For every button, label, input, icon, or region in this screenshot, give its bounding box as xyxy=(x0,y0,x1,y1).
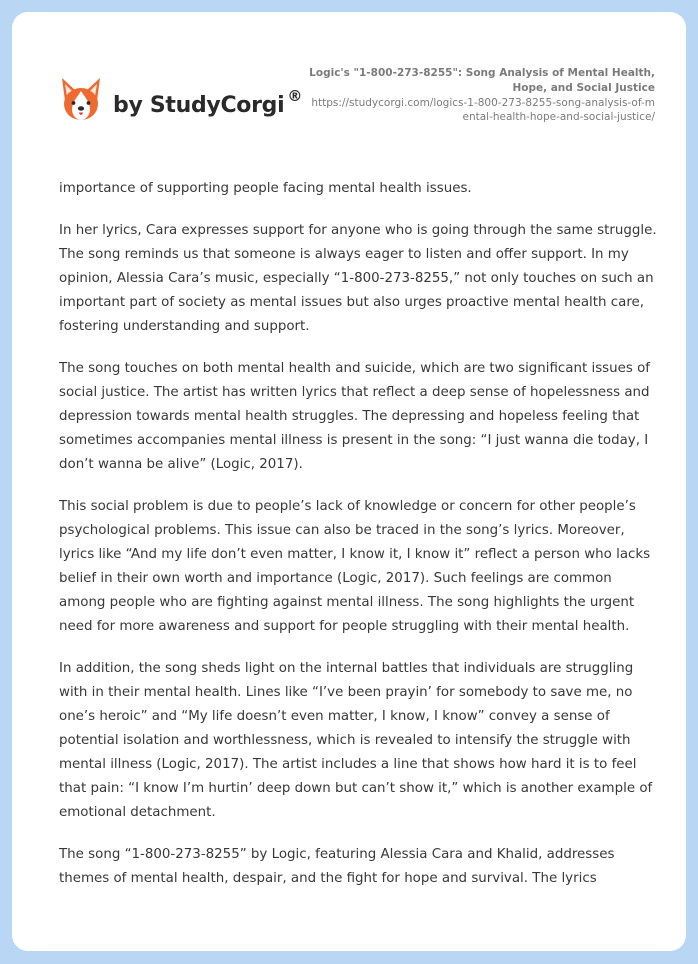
corgi-logo-icon xyxy=(59,74,103,122)
page-header xyxy=(12,12,686,162)
document-meta xyxy=(305,66,655,124)
document-url[interactable]: https://studycorgi.com/logics-1-800-273-8255-song-analysis-of-mental-health-hope-and-social-justice/ xyxy=(311,97,655,123)
paragraph: importance of supporting people facing mental health issues. xyxy=(59,181,472,196)
registered-mark: ® xyxy=(287,86,303,105)
document-title: Logic's "1-800-273-8255": Song Analysis of Mental Health, Hope, and Social Justice xyxy=(309,67,655,94)
paragraph: This social problem is due to people’s lack of knowledge or concern for other people’s psychological problems. This issue can also be traced in the song’s lyrics. Moreover, lyrics like “And my life don’t even matter, I know it, I know it” reflect a person who lacks belief in their own worth and importance (Logic, 2017). Such feelings are common among people who are fighting against mental illness. The song highlights the urgent need for more awareness and support for people struggling with their mental health. xyxy=(59,499,651,634)
essay-body xyxy=(59,177,659,909)
paragraph: The song touches on both mental health and suicide, which are two significant issues of social justice. The artist has written lyrics that reflect a deep sense of hopelessness and depression towards mental health struggles. The depressing and hopeless feeling that sometimes accompanies mental illness is present in the song: “I just wanna die today, I don’t wanna be alive” (Logic, 2017). xyxy=(59,361,651,472)
brand-name xyxy=(113,87,302,118)
paragraph: In addition, the song sheds light on the internal battles that individuals are struggling with in their mental health. Lines like “I’ve been prayin’ for somebody to save me, no one’s heroic” and “My life doesn’t even matter, I know, I know” convey a sense of potential isolation and worthlessness, which is revealed to intensify the struggle with mental illness (Logic, 2017). The artist includes a line that shows how hard it is to feel that pain: “I know I’m hurtin’ deep down but can’t show it,” which is another example of emotional detachment. xyxy=(59,661,653,820)
paragraph: In her lyrics, Cara expresses support for anyone who is going through the same struggle. The song reminds us that someone is always eager to listen and offer support. In my opinion, Alessia Cara’s music, especially “1-800-273-8255,” not only touches on such an important part of society as mental issues but also urges proactive mental health care, fostering understanding and support. xyxy=(59,223,657,334)
studycorgi-logo[interactable] xyxy=(59,74,302,122)
brand-text: by StudyCorgi xyxy=(113,92,285,118)
document-page xyxy=(12,12,686,951)
paragraph: The song “1-800-273-8255” by Logic, featuring Alessia Cara and Khalid, addresses themes of mental health, despair, and the fight for hope and survival. The lyrics xyxy=(59,847,615,886)
